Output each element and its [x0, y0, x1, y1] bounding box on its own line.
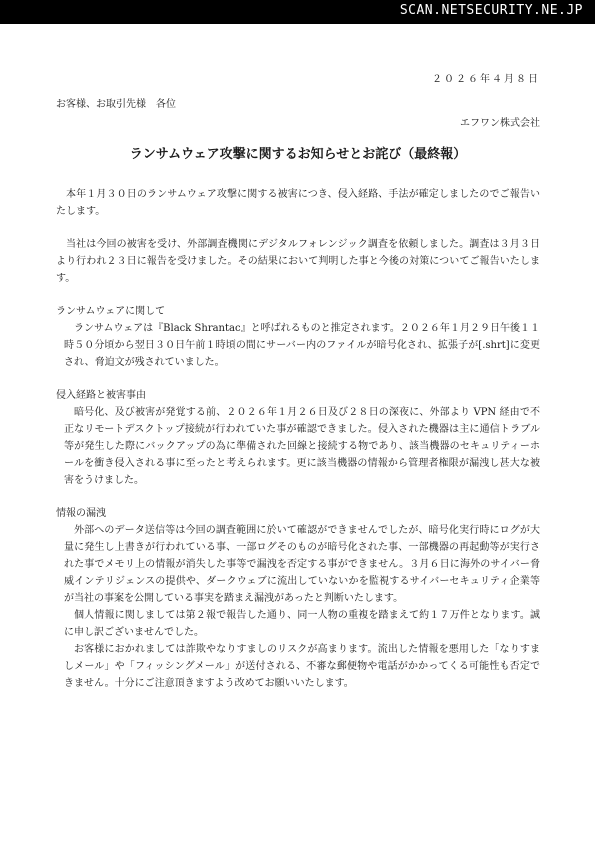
- section-paragraph: ランサムウェアは『Black Shrantac』と呼ばれるものと推定されます。２０２６年１月２９日午後１１時５０分頃から翌日３０日午前１時頃の間にサーバー内のファイルが暗号化され、拡張子が[.shrt]に変更され、脅迫文が残されていました。: [64, 323, 540, 368]
- intro-paragraph: 当社は今回の被害を受け、外部調査機関にデジタルフォレンジック調査を依頼しました。調査は３月３日より行われ２３日に報告を受けました。その結果において判明した事と今後の対策についてご報告いたします。: [56, 239, 540, 284]
- section-heading-leak: 情報の漏洩: [56, 508, 106, 519]
- section-paragraph: 暗号化、及び被害が発覚する前、２０２６年１月２６日及び２８日の深夜に、外部より VPN 経由で不正なリモートデスクトップ接続が行われていた事が確認できました。侵入された機器は主に通信トラブル等が発生した際にバックアップの為に準備された回線と接続する物であり、該当機器のセキュリティーホールを衝き侵入される事に至ったと考えられます。更に該当機器の情報から管理者権限が漏洩し甚大な被害をうけました。: [64, 407, 540, 486]
- document-body: [56, 70, 540, 692]
- watermark-bar: [0, 0, 595, 24]
- intro-paragraph: 本年１月３０日のランサムウェア攻撃に関する被害につき、侵入経路、手法が確定しましたのでご報告いたします。: [56, 189, 540, 217]
- document-date: ２０２６年４月８日: [432, 74, 540, 85]
- sender-company: エフワン株式会社: [460, 118, 540, 129]
- section-paragraph: 外部へのデータ送信等は今回の調査範囲に於いて確認ができませんでしたが、暗号化実行時にログが大量に発生し上書きが行われている事、一部ログそのものが暗号化された事、一部機器の再起動等が実行された事でメモリ上の情報が消失した事等で漏洩を否定する事ができません。３月６日に海外のサイバー脅威インテリジェンスの提供や、ダークウェブに流出していないかを監視するサイバーセキュリティ企業等が当社の事案を公開している事実を踏まえ漏洩があったと判断いたします。: [64, 525, 540, 604]
- section-paragraph: 個人情報に関しましては第２報で報告した通り、同一人物の重複を踏まえて約１７万件となります。誠に申し訳ございませんでした。: [64, 610, 540, 638]
- section-heading-intrusion: 侵入経路と被害事由: [56, 390, 146, 401]
- watermark-text: SCAN.NETSECURITY.NE.JP: [399, 3, 583, 18]
- section-heading-ransomware: ランサムウェアに関して: [56, 306, 166, 317]
- addressee: お客様、お取引先様 各位: [56, 99, 176, 110]
- section-paragraph: お客様におかれましては詐欺やなりすましのリスクが高まります。流出した情報を悪用した「なりすましメール」や「フィッシングメール」が送付される、不審な郵便物や電話がかかってくる可能性も否定できません。十分にご注意頂きますよう改めてお願いいたします。: [64, 644, 540, 689]
- document-title: ランサムウェア攻撃に関するお知らせとお詫び（最終報）: [129, 147, 467, 162]
